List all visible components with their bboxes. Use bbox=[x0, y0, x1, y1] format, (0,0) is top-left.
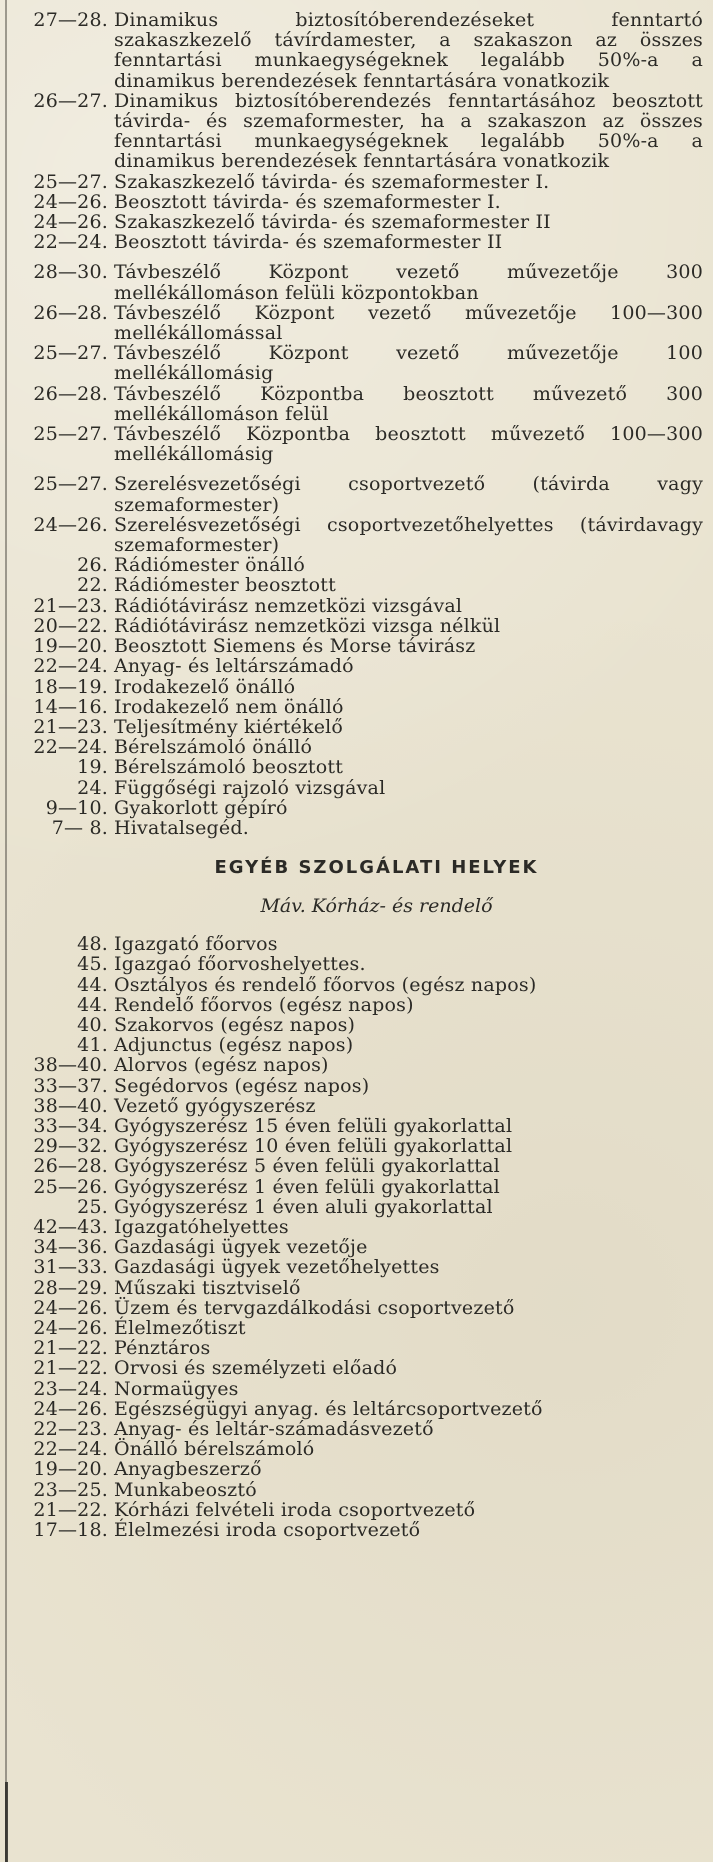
position-title: Gyógyszerész 1 éven felüli gyakorlattal bbox=[114, 1175, 500, 1198]
position-title: Bérelszámoló beosztott bbox=[114, 756, 344, 779]
grade-range: 25—26. bbox=[33, 1175, 108, 1198]
grade-range: 28—30. bbox=[33, 261, 108, 284]
grade-range: 44. bbox=[77, 973, 108, 996]
grade-range: 25—27. bbox=[33, 423, 108, 446]
section-telegraph bbox=[0, 10, 713, 252]
grade-range: 26—27. bbox=[33, 89, 108, 112]
grade-range: 25. bbox=[77, 1195, 108, 1218]
list-item bbox=[0, 1156, 713, 1176]
position-title: Teljesítmény kiértékelő bbox=[114, 715, 344, 738]
grade-range: 23—25. bbox=[33, 1478, 108, 1501]
grade-range: 22—24. bbox=[33, 1438, 108, 1461]
list-item bbox=[0, 1399, 713, 1419]
list-item bbox=[0, 737, 713, 757]
grade-range: 19. bbox=[77, 756, 108, 779]
position-title: Igazgató főorvos bbox=[114, 933, 278, 956]
grade-range: 22. bbox=[77, 574, 108, 597]
grade-range: 24—26. bbox=[33, 513, 108, 536]
position-title: Alorvos (egész napos) bbox=[114, 1054, 329, 1077]
list-item bbox=[0, 1278, 713, 1298]
list-item bbox=[0, 934, 713, 954]
grade-range: 33—34. bbox=[33, 1114, 108, 1137]
grade-range: 24—26. bbox=[33, 1397, 108, 1420]
list-item bbox=[0, 778, 713, 798]
list-item bbox=[0, 818, 713, 838]
position-title: Gyógyszerész 1 éven aluli gyakorlattal bbox=[114, 1195, 493, 1218]
list-item bbox=[0, 232, 713, 252]
list-item bbox=[0, 1520, 713, 1540]
grade-range: 25—27. bbox=[33, 342, 108, 365]
list-item bbox=[0, 515, 713, 555]
section-subheading: Máv. Kórház- és rendelő bbox=[260, 895, 493, 918]
position-title: Anyagbeszerző bbox=[114, 1458, 262, 1481]
list-item bbox=[0, 1096, 713, 1116]
position-title: Rádiómester beosztott bbox=[114, 574, 336, 597]
grade-range: 17—18. bbox=[33, 1519, 108, 1542]
position-title: Egészségügyi anyag. és leltárcsoportvezető bbox=[114, 1397, 543, 1420]
grade-range: 34—36. bbox=[33, 1236, 108, 1259]
column-rule-bottom bbox=[5, 1782, 8, 1862]
grade-range: 24. bbox=[77, 776, 108, 799]
section-hospital bbox=[0, 934, 713, 1540]
grade-range: 19—20. bbox=[33, 1458, 108, 1481]
grade-range: 25—27. bbox=[33, 170, 108, 193]
grade-range: 26. bbox=[77, 554, 108, 577]
position-title: Gazdasági ügyek vezetőhelyettes bbox=[114, 1256, 440, 1279]
position-title: Szerelésvezetőségi csoportvezető (távirda vagy szemaformester) bbox=[114, 473, 703, 516]
position-title: Függőségi rajzoló vizsgával bbox=[114, 776, 386, 799]
position-title: Beosztott távirda- és szemaformester I. bbox=[114, 190, 501, 213]
list-item bbox=[0, 798, 713, 818]
section-other-staff bbox=[0, 474, 713, 838]
list-item bbox=[0, 1500, 713, 1520]
position-title: Vezető gyógyszerész bbox=[114, 1094, 316, 1117]
position-title: Munkabeosztó bbox=[114, 1478, 257, 1501]
grade-range: 26—28. bbox=[33, 1155, 108, 1178]
position-title: Gyógyszerész 10 éven felüli gyakorlattal bbox=[114, 1135, 513, 1158]
list-item bbox=[0, 1197, 713, 1217]
grade-range: 21—23. bbox=[33, 594, 108, 617]
list-item bbox=[0, 1116, 713, 1136]
list-item bbox=[0, 1358, 713, 1378]
position-title: Szakorvos (egész napos) bbox=[114, 1013, 356, 1036]
list-item bbox=[0, 697, 713, 717]
position-title: Rádiótávirász nemzetközi vizsgával bbox=[114, 594, 463, 617]
grade-range: 38—40. bbox=[33, 1094, 108, 1117]
grade-range: 28—29. bbox=[33, 1276, 108, 1299]
list-item bbox=[0, 91, 713, 172]
list-item bbox=[0, 1177, 713, 1197]
position-title: Rendelő főorvos (egész napos) bbox=[114, 993, 414, 1016]
list-item bbox=[0, 1298, 713, 1318]
position-title: Irodakezelő nem önálló bbox=[114, 695, 344, 718]
position-title: Dinamikus biztosítóberendezéseket fenntartó szakaszkezelő távírdamester, a szakaszon az összes fenntartási munkaegységeknek legalább 50%-a a dinamikus berendezések fenntartására vonatkozik bbox=[114, 9, 703, 92]
grade-range: 7— 8. bbox=[51, 816, 108, 839]
grade-range: 24—26. bbox=[33, 190, 108, 213]
list-item bbox=[0, 1055, 713, 1075]
list-item bbox=[0, 424, 713, 464]
position-title: Igazgatóhelyettes bbox=[114, 1215, 289, 1238]
list-item bbox=[0, 1035, 713, 1055]
position-title: Osztályos és rendelő főorvos (egész napos) bbox=[114, 973, 537, 996]
list-item bbox=[0, 1257, 713, 1277]
list-item bbox=[0, 192, 713, 212]
position-title: Igazgaó főorvoshelyettes. bbox=[114, 953, 366, 976]
grade-range: 45. bbox=[77, 953, 108, 976]
list-item bbox=[0, 995, 713, 1015]
grade-range: 25—27. bbox=[33, 473, 108, 496]
grade-range: 48. bbox=[77, 933, 108, 956]
position-title: Kórházi felvételi iroda csoportvezető bbox=[114, 1498, 476, 1521]
position-title: Gyógyszerész 15 éven felüli gyakorlattal bbox=[114, 1114, 513, 1137]
position-title: Gyakorlott gépíró bbox=[114, 796, 288, 819]
position-title: Távbeszélő Központ vezető művezetője 100 mellékállomásig bbox=[114, 342, 703, 385]
grade-range: 31—33. bbox=[33, 1256, 108, 1279]
grade-range: 38—40. bbox=[33, 1054, 108, 1077]
list-item bbox=[0, 596, 713, 616]
position-title: Szakaszkezelő távirda- és szemaformester I. bbox=[114, 170, 550, 193]
list-item bbox=[0, 262, 713, 302]
grade-range: 29—32. bbox=[33, 1135, 108, 1158]
position-title: Szerelésvezetőségi csoportvezetőhelyettes (távirdavagy szemaformester) bbox=[114, 513, 703, 557]
section-heading: EGYÉB SZOLGÁLATI HELYEK bbox=[214, 857, 539, 879]
list-item bbox=[0, 1015, 713, 1035]
list-item bbox=[0, 1459, 713, 1479]
position-title: Orvosi és személyzeti előadó bbox=[114, 1357, 398, 1380]
position-title: Pénztáros bbox=[114, 1337, 211, 1360]
position-title: Normaügyes bbox=[114, 1377, 239, 1400]
list-item bbox=[0, 1076, 713, 1096]
position-title: Gyógyszerész 5 éven felüli gyakorlattal bbox=[114, 1155, 500, 1178]
list-item bbox=[0, 555, 713, 575]
list-item bbox=[0, 384, 713, 424]
position-title: Anyag- és leltár-számadásvezető bbox=[114, 1418, 434, 1440]
position-title: Műszaki tisztviselő bbox=[114, 1276, 301, 1299]
list-item bbox=[0, 303, 713, 343]
grade-range: 18—19. bbox=[33, 675, 108, 698]
grade-range: 26—28. bbox=[33, 382, 108, 405]
position-title: Rádiómester önálló bbox=[114, 554, 305, 577]
position-title: Távbeszélő Központba beosztott művezető 300 mellékállomáson felül bbox=[114, 382, 703, 425]
position-title: Hivatalsegéd. bbox=[114, 816, 249, 839]
position-title: Üzem és tervgazdálkodási csoportvezető bbox=[114, 1296, 515, 1319]
grade-range: 40. bbox=[77, 1013, 108, 1036]
list-item bbox=[0, 575, 713, 595]
list-item bbox=[0, 343, 713, 383]
grade-range: 22—24. bbox=[33, 231, 108, 254]
document-body bbox=[0, 10, 713, 1540]
list-item bbox=[0, 636, 713, 656]
grade-range: 24—26. bbox=[33, 1296, 108, 1319]
list-item bbox=[0, 954, 713, 974]
position-title: Irodakezelő önálló bbox=[114, 675, 296, 698]
position-title: Anyag- és leltárszámadó bbox=[114, 655, 354, 678]
position-title: Szakaszkezelő távirda- és szemaformester II bbox=[114, 211, 551, 234]
list-item bbox=[0, 474, 713, 514]
grade-range: 21—22. bbox=[33, 1357, 108, 1380]
position-title: Beosztott távirda- és szemaformester II bbox=[114, 231, 503, 254]
position-title: Dinamikus biztosítóberendezés fenntartásához beosztott távirda- és szemaformester, ha a szakaszon az összes fenntartási munkaegységeknek legalább 50%-a a dinamikus berendezések fenntartására vonatkozik bbox=[114, 89, 703, 173]
position-title: Segédorvos (egész napos) bbox=[114, 1074, 370, 1097]
grade-range: 41. bbox=[77, 1034, 108, 1057]
list-item bbox=[0, 1439, 713, 1459]
grade-range: 22—23. bbox=[33, 1418, 108, 1440]
position-title: Beosztott Siemens és Morse távirász bbox=[114, 635, 476, 658]
list-item bbox=[0, 212, 713, 232]
position-title: Bérelszámoló önálló bbox=[114, 736, 313, 759]
grade-range: 22—24. bbox=[33, 655, 108, 678]
list-item bbox=[0, 975, 713, 995]
list-item bbox=[0, 1379, 713, 1399]
list-item bbox=[0, 656, 713, 676]
list-item bbox=[0, 1237, 713, 1257]
list-item bbox=[0, 10, 713, 91]
list-item bbox=[0, 717, 713, 737]
list-item bbox=[0, 677, 713, 697]
list-item bbox=[0, 1338, 713, 1358]
list-item bbox=[0, 757, 713, 777]
list-item bbox=[0, 172, 713, 192]
position-title: Rádiótávirász nemzetközi vizsga nélkül bbox=[114, 614, 501, 637]
list-item bbox=[0, 1480, 713, 1500]
grade-range: 21—22. bbox=[33, 1337, 108, 1360]
section-telephone bbox=[0, 262, 713, 464]
position-title: Távbeszélő Központba beosztott művezető 100—300 mellékállomásig bbox=[114, 423, 703, 466]
position-title: Gazdasági ügyek vezetője bbox=[114, 1236, 368, 1259]
grade-range: 23—24. bbox=[33, 1377, 108, 1400]
grade-range: 24—26. bbox=[33, 1316, 108, 1339]
list-item bbox=[0, 1136, 713, 1156]
position-title: Önálló bérelszámoló bbox=[114, 1438, 315, 1461]
grade-range: 21—22. bbox=[33, 1498, 108, 1521]
grade-range: 44. bbox=[77, 993, 108, 1016]
list-item bbox=[0, 616, 713, 636]
grade-range: 14—16. bbox=[33, 695, 108, 718]
grade-range: 24—26. bbox=[33, 211, 108, 234]
grade-range: 33—37. bbox=[33, 1074, 108, 1097]
grade-range: 21—23. bbox=[33, 715, 108, 738]
position-title: Távbeszélő Központ vezető művezetője 100—300 mellékállomással bbox=[114, 301, 703, 345]
position-title: Távbeszélő Központ vezető művezetője 300 mellékállomáson felüli központokban bbox=[114, 261, 703, 304]
position-title: Élelmezőtiszt bbox=[114, 1316, 246, 1339]
grade-range: 9—10. bbox=[45, 796, 108, 819]
list-item bbox=[0, 1419, 713, 1439]
position-title: Élelmezési iroda csoportvezető bbox=[114, 1519, 421, 1542]
list-item bbox=[0, 1217, 713, 1237]
grade-range: 20—22. bbox=[33, 614, 108, 637]
list-item bbox=[0, 1318, 713, 1338]
grade-range: 26—28. bbox=[33, 301, 108, 324]
grade-range: 42—43. bbox=[33, 1215, 108, 1238]
grade-range: 27—28. bbox=[33, 9, 108, 31]
position-title: Adjunctus (egész napos) bbox=[114, 1034, 354, 1057]
grade-range: 19—20. bbox=[33, 635, 108, 658]
grade-range: 22—24. bbox=[33, 736, 108, 759]
